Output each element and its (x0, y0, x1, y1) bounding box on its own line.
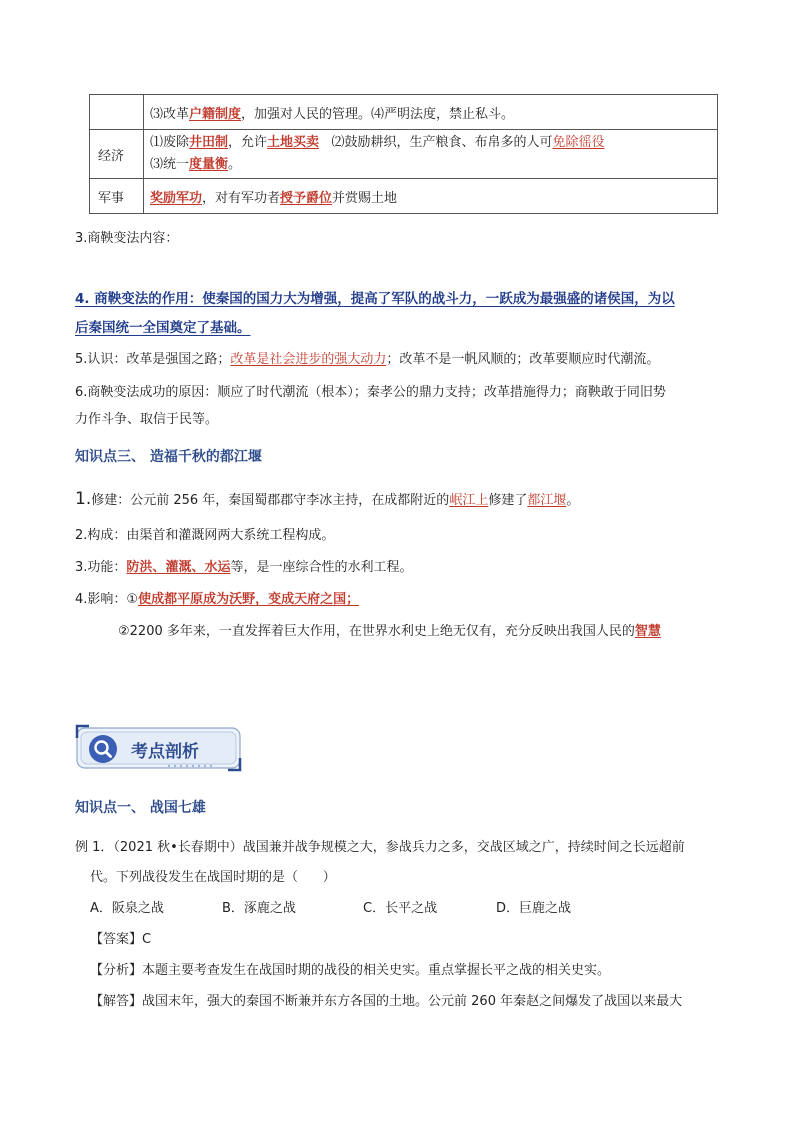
keyword: 改革是社会进步的强大动力 (230, 352, 387, 367)
item-text: ；改革不是一帆风顺的；改革要顺应时代潮流。 (386, 352, 660, 367)
analysis-line (90, 959, 610, 978)
dujiangyan-item-3 (75, 556, 413, 575)
item-4-line2 (75, 316, 251, 336)
example-question-line2: 代。下列战役发生在战国时期的是（ ） (90, 870, 336, 885)
item-text: 修建了 (488, 493, 528, 508)
keyword: 都江堰 (527, 493, 567, 508)
keyword: 使成都平原成为沃野，变成天府之国； (138, 592, 360, 607)
category-cell (90, 95, 144, 130)
keyword: 奖励军功 (150, 190, 203, 206)
item-4-text: 后秦国统一全国奠定了基础。 (75, 320, 251, 336)
cell-text: ⑶改革 (150, 106, 190, 122)
item-text: 5.认识：改革是强国之路； (75, 352, 231, 367)
reform-table (89, 94, 718, 214)
cell-text: ⑵鼓励耕织，生产粮食、布帛多的人可 (319, 135, 553, 150)
item-text: 4.影响：① (75, 592, 139, 607)
solution-tag: 【解答】 (90, 994, 143, 1009)
cell-text: ，对有军功者 (202, 190, 281, 206)
keyword: 度量衡 (189, 157, 229, 172)
item-number: 1. (75, 489, 92, 509)
item-4-text: 4. 商鞅变法的作用：使秦国的国力大为增强，提高了军队的战斗力，一跃成为最强盛的诸侯国，为以 (75, 291, 675, 307)
keyword: 授予爵位 (280, 190, 333, 206)
dujiangyan-item-2: 2.构成：由渠首和灌溉网两大系统工程构成。 (75, 528, 335, 543)
item-5 (75, 348, 659, 367)
cell-text: ⑶统一 (150, 157, 190, 172)
answer-line (90, 928, 151, 947)
option-b: B．涿鹿之战 (222, 901, 296, 916)
item-text: ②2200 多年来，一直发挥着巨大作用，在世界水利史上绝无仅有，充分反映出我国人民的 (118, 624, 635, 639)
item-text: 修建：公元前 256 年，秦国蜀郡郡守李冰主持，在成都附近的 (91, 493, 450, 508)
cell-text: 并赏赐土地 (332, 190, 398, 206)
dujiangyan-item-4 (75, 588, 359, 607)
item-text: 3.功能： (75, 560, 127, 575)
solution-text: 战国末年，强大的秦国不断兼并东方各国的土地。公元前 260 年秦赵之间爆发了战国以来最大 (142, 994, 683, 1009)
cell-text: 。 (228, 157, 242, 172)
dujiangyan-item-4b (118, 620, 661, 639)
keyword-sep: 、 (191, 560, 205, 575)
option-d: D．巨鹿之战 (496, 901, 572, 916)
dujiangyan-item-1 (75, 489, 579, 509)
option-a: A．阪泉之战 (90, 901, 164, 916)
table-row (90, 130, 718, 179)
keyword: 土地买卖 (267, 135, 320, 150)
category-cell: 军事 (90, 179, 144, 214)
badge-label: 考点剖析 (131, 742, 199, 762)
category-cell: 经济 (90, 130, 144, 179)
keyword: 免除徭役 (552, 135, 605, 150)
content-cell (144, 95, 718, 130)
item-6-line2: 力作斗争、取信于民等。 (75, 412, 219, 427)
section-heading: 知识点三、 造福千秋的都江堰 (75, 449, 262, 465)
solution-line (90, 990, 682, 1009)
keyword: 户籍制度 (189, 106, 242, 122)
keyword-sep: 、 (152, 560, 166, 575)
answer-value: C (142, 932, 152, 947)
item-3: 3.商鞅变法内容： (75, 231, 179, 246)
content-cell (144, 179, 718, 214)
answer-tag: 【答案】 (90, 932, 143, 947)
keyword: 防洪 (126, 560, 153, 575)
cell-text: ，允许 (228, 135, 268, 150)
analysis-tag: 【分析】 (90, 963, 143, 978)
option-c: C．长平之战 (363, 901, 438, 916)
magnifier-icon (88, 734, 118, 764)
section-heading: 知识点一、 战国七雄 (75, 800, 206, 816)
example-question-line1: 例 1．（2021 秋•长春期中）战国兼并战争规模之大，参战兵力之多，交战区域之广，持续时间之长远超前 (75, 840, 685, 855)
table-row (90, 179, 718, 214)
analysis-badge (75, 724, 242, 772)
keyword: 水运 (204, 560, 231, 575)
content-cell (144, 130, 718, 179)
cell-text: ⑴废除 (150, 135, 190, 150)
keyword: 岷江上 (449, 493, 489, 508)
keyword: 井田制 (189, 135, 229, 150)
item-6-line1: 6.商鞅变法成功的原因：顺应了时代潮流（根本）；秦孝公的鼎力支持；改革措施得力；商鞅敢于同旧势 (75, 385, 666, 400)
cell-text: ，加强对人民的管理。⑷严明法度，禁止私斗。 (241, 106, 515, 122)
item-4-line1 (75, 287, 675, 307)
item-text: 。 (566, 493, 580, 508)
keyword: 灌溉 (165, 560, 192, 575)
analysis-text: 本题主要考查发生在战国时期的战役的相关史实。重点掌握长平之战的相关史实。 (142, 963, 611, 978)
table-row (90, 95, 718, 130)
keyword: 智慧 (634, 624, 661, 639)
item-text: 等，是一座综合性的水利工程。 (230, 560, 413, 575)
